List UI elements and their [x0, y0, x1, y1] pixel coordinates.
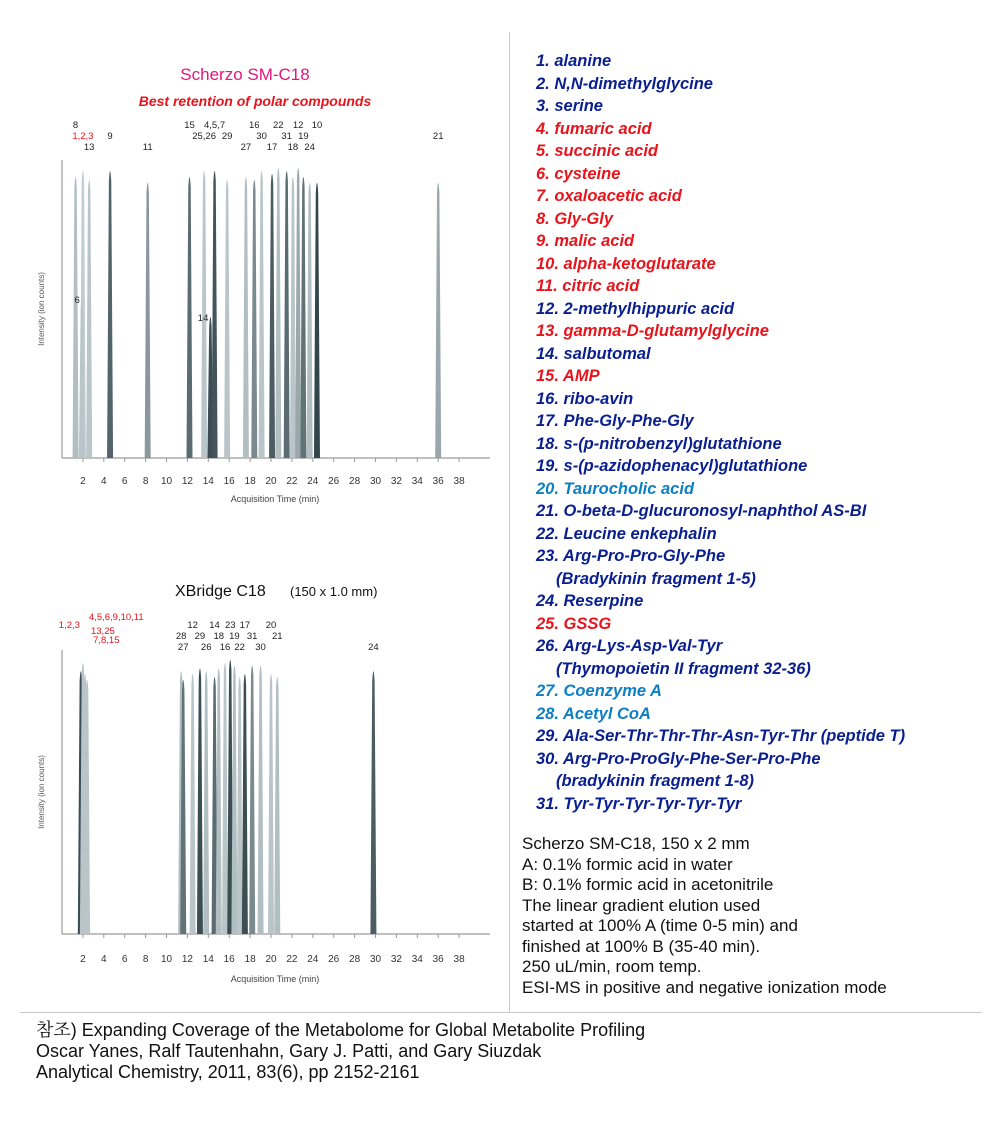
legend-item: 2. N,N-dimethylglycine: [536, 74, 713, 93]
x-tick-label: 6: [121, 476, 128, 487]
reference-citation: [36, 1020, 645, 1083]
peak-label: 22: [234, 642, 245, 653]
peak: [284, 171, 290, 458]
legend-item: 27. Coenzyme A: [536, 682, 662, 700]
reference-line: Oscar Yanes, Ralf Tautenhahn, Gary J. Patti, and Gary Siuzdak: [36, 1041, 542, 1061]
peak-label: 14: [209, 620, 220, 631]
condition-line: ESI-MS in positive and negative ionization mode: [522, 977, 887, 997]
peak-label: 19: [229, 631, 240, 642]
condition-line: B: 0.1% formic acid in acetonitrile: [522, 875, 774, 894]
x-tick-label: 34: [411, 476, 423, 487]
x-tick-label: 8: [142, 954, 149, 965]
peak-label: 30: [256, 131, 267, 142]
peak-label: 13: [83, 142, 95, 153]
legend-item-note: (Thymopoietin II fragment 32-36): [556, 659, 811, 678]
legend-item: 10. alpha-ketoglutarate: [536, 254, 716, 273]
chromatograms: [0, 0, 505, 1010]
y-axis-label: Intensity (ion counts): [37, 755, 46, 829]
x-tick-label: 12: [181, 954, 193, 965]
condition-line: finished at 100% B (35-40 min).: [522, 936, 761, 956]
legend-item: 18. s-(p-nitrobenzyl)glutathione: [536, 434, 782, 453]
peak: [243, 177, 249, 458]
legend-item-note: (Bradykinin fragment 1-5): [556, 569, 756, 588]
peak: [307, 183, 313, 458]
peak: [300, 177, 306, 458]
x-tick-label: 26: [328, 954, 340, 965]
x-tick-label: 28: [349, 954, 361, 965]
peak-label: 29: [194, 631, 206, 642]
x-tick-label: 38: [453, 954, 465, 965]
y-axis-label: Intensity (ion counts): [37, 272, 46, 346]
peak-label: 6: [74, 295, 80, 307]
x-tick-label: 14: [202, 954, 214, 965]
x-tick-label: 38: [453, 476, 465, 487]
legend-item: 25. GSSG: [536, 614, 612, 633]
peak: [268, 674, 274, 934]
peak: [370, 671, 376, 934]
x-tick-label: 2: [80, 954, 86, 965]
peak: [190, 674, 196, 934]
condition-line: 250 uL/min, room temp.: [522, 957, 702, 976]
legend-item: 13. gamma-D-glutamylglycine: [536, 322, 769, 340]
peak-label: 28: [175, 631, 187, 642]
legend-item: 4. fumaric acid: [536, 119, 652, 138]
x-tick-label: 36: [432, 954, 444, 965]
chart-subtitle: (150 x 1.0 mm): [290, 584, 378, 599]
vertical-divider: [509, 32, 510, 1012]
chart-title: XBridge C18: [175, 583, 266, 600]
x-tick-label: 18: [244, 476, 256, 487]
peak: [145, 183, 151, 458]
legend-item: 8. Gly-Gly: [536, 209, 614, 228]
legend-item: 15. AMP: [536, 367, 600, 385]
peak: [251, 180, 257, 458]
peak-label: 30: [255, 642, 266, 653]
peak: [107, 171, 113, 458]
x-tick-label: 4: [101, 954, 107, 965]
peak-label: 25,26: [192, 131, 217, 142]
peak-label: 10: [311, 120, 323, 131]
peak-label: 27: [177, 642, 189, 653]
x-tick-label: 2: [80, 476, 86, 487]
peak-label: 18: [287, 142, 299, 153]
peak: [197, 668, 203, 934]
peak: [249, 666, 255, 934]
condition-line: A: 0.1% formic acid in water: [522, 854, 733, 874]
x-tick-label: 24: [307, 476, 319, 487]
x-tick-label: 24: [307, 954, 319, 965]
peak: [203, 671, 209, 934]
legend-item: 16. ribo-avin: [536, 389, 634, 408]
x-tick-label: 20: [265, 476, 277, 487]
x-tick-label: 30: [369, 476, 382, 487]
x-tick-label: 4: [101, 476, 107, 487]
x-axis-label: Acquisition Time (min): [230, 974, 320, 984]
legend-item: 24. Reserpine: [536, 592, 644, 610]
legend-item: 12. 2-methylhippuric acid: [536, 299, 735, 318]
peak-label: 4,5,6,9,10,11: [88, 612, 144, 623]
peak-label: 15: [184, 120, 195, 131]
peak-label: 18: [213, 631, 225, 642]
peak: [259, 171, 265, 458]
x-tick-label: 12: [181, 476, 193, 487]
legend-item: 19. s-(p-azidophenacyl)glutathione: [536, 457, 808, 475]
peak-label: 22: [273, 120, 284, 131]
peak-label: 7,8,15: [93, 635, 120, 646]
x-tick-label: 16: [223, 476, 235, 487]
x-tick-label: 28: [349, 476, 361, 487]
peak-label: 11: [142, 142, 153, 153]
peak: [275, 168, 281, 458]
legend-item: 11. citric acid: [536, 277, 640, 295]
peak-label: 21: [271, 631, 283, 642]
peak-label: 12: [292, 120, 304, 131]
peak-label: 31: [281, 131, 292, 142]
x-tick-label: 10: [160, 476, 173, 487]
x-tick-label: 34: [411, 954, 423, 965]
x-axis-label: Acquisition Time (min): [230, 494, 320, 504]
legend-item: 22. Leucine enkephalin: [536, 524, 717, 543]
compound-legend: [536, 50, 905, 815]
peak-label: 8: [72, 120, 79, 131]
peak: [258, 666, 264, 934]
x-tick-label: 20: [265, 954, 277, 965]
reference-line: Analytical Chemistry, 2011, 83(6), pp 2152-2161: [36, 1062, 420, 1082]
x-tick-label: 26: [328, 476, 340, 487]
legend-item: 7. oxaloacetic acid: [536, 187, 682, 205]
peak: [269, 174, 275, 458]
legend-item: 21. O-beta-D-glucuronosyl-naphthol AS-BI: [536, 502, 867, 520]
peak-label: 16: [219, 642, 231, 653]
x-tick-label: 6: [121, 954, 128, 965]
legend-item: 28. Acetyl CoA: [536, 704, 651, 723]
peak: [237, 677, 243, 934]
legend-item: 14. salbutomal: [536, 344, 651, 363]
peak-label: 19: [298, 131, 309, 142]
peak: [222, 663, 228, 934]
chart-subtitle: Best retention of polar compounds: [138, 93, 372, 109]
legend-item: 1. alanine: [536, 52, 612, 70]
peak-label: 26: [200, 642, 212, 653]
peak-label: 1,2,3: [72, 131, 94, 142]
peak: [86, 180, 92, 458]
peak-label: 16: [248, 120, 260, 131]
peak: [224, 180, 230, 458]
legend-item: 30. Arg-Pro-ProGly-Phe-Ser-Pro-Phe: [536, 749, 821, 768]
peak-label: 14: [197, 313, 209, 324]
legend-item: 6. cysteine: [536, 164, 621, 183]
peak-label: 13,25: [90, 626, 115, 637]
peak: [274, 677, 280, 934]
peak: [295, 168, 301, 458]
x-tick-label: 22: [286, 954, 298, 965]
peak-label: 17: [266, 142, 278, 153]
legend-item: 9. malic acid: [536, 232, 635, 250]
peak: [186, 177, 192, 458]
peak: [242, 674, 248, 934]
peak: [435, 183, 441, 458]
reference-line: 참조) Expanding Coverage of the Metabolome for Global Metabolite Profiling: [36, 1020, 646, 1040]
legend-item-note: (bradykinin fragment 1-8): [556, 772, 755, 790]
peak-label: 4,5,7: [203, 120, 226, 131]
peak: [290, 177, 296, 458]
peak-label: 21: [432, 131, 444, 142]
x-tick-label: 14: [202, 476, 214, 487]
peak-label: 29: [221, 131, 233, 142]
x-tick-label: 32: [390, 954, 402, 965]
x-tick-label: 36: [432, 476, 444, 487]
peak-label: 24: [368, 642, 379, 653]
peak-label: 17: [239, 620, 251, 631]
condition-line: Scherzo SM-C18, 150 x 2 mm: [522, 834, 750, 853]
method-conditions: [522, 834, 887, 998]
legend-item: 26. Arg-Lys-Asp-Val-Tyr: [536, 637, 723, 655]
peak-label: 12: [187, 620, 198, 631]
legend-item: 20. Taurocholic acid: [536, 479, 695, 498]
legend-item: 29. Ala-Ser-Thr-Thr-Thr-Asn-Tyr-Thr (peptide T): [536, 727, 906, 745]
legend-item: 5. succinic acid: [536, 142, 658, 160]
peak: [216, 668, 222, 934]
x-tick-label: 30: [369, 954, 382, 965]
peak-label: 20: [265, 620, 277, 631]
x-tick-label: 32: [390, 476, 402, 487]
peak: [212, 171, 218, 458]
legend-item: 31. Tyr-Tyr-Tyr-Tyr-Tyr-Tyr: [536, 794, 742, 813]
x-tick-label: 18: [244, 954, 256, 965]
peak-label: 23: [224, 620, 236, 631]
peak-label: 24: [304, 142, 315, 153]
peak-label: 9: [107, 131, 113, 142]
horizontal-divider: [20, 1012, 982, 1013]
x-tick-label: 16: [223, 954, 235, 965]
legend-item: 3. serine: [536, 97, 603, 115]
peak: [73, 177, 79, 458]
chart-title: Scherzo SM-C18: [180, 65, 310, 84]
condition-line: The linear gradient elution used: [522, 895, 761, 915]
peak: [314, 183, 320, 458]
peak-label: 31: [246, 631, 258, 642]
condition-line: started at 100% A (time 0-5 min) and: [522, 916, 798, 935]
peak-label: 27: [240, 142, 252, 153]
x-tick-label: 8: [142, 476, 149, 487]
legend-item: 23. Arg-Pro-Pro-Gly-Phe: [536, 547, 726, 565]
peak-label: 1,2,3: [58, 620, 80, 631]
legend-item: 17. Phe-Gly-Phe-Gly: [536, 412, 694, 430]
x-tick-label: 22: [286, 476, 298, 487]
x-tick-label: 10: [160, 954, 173, 965]
